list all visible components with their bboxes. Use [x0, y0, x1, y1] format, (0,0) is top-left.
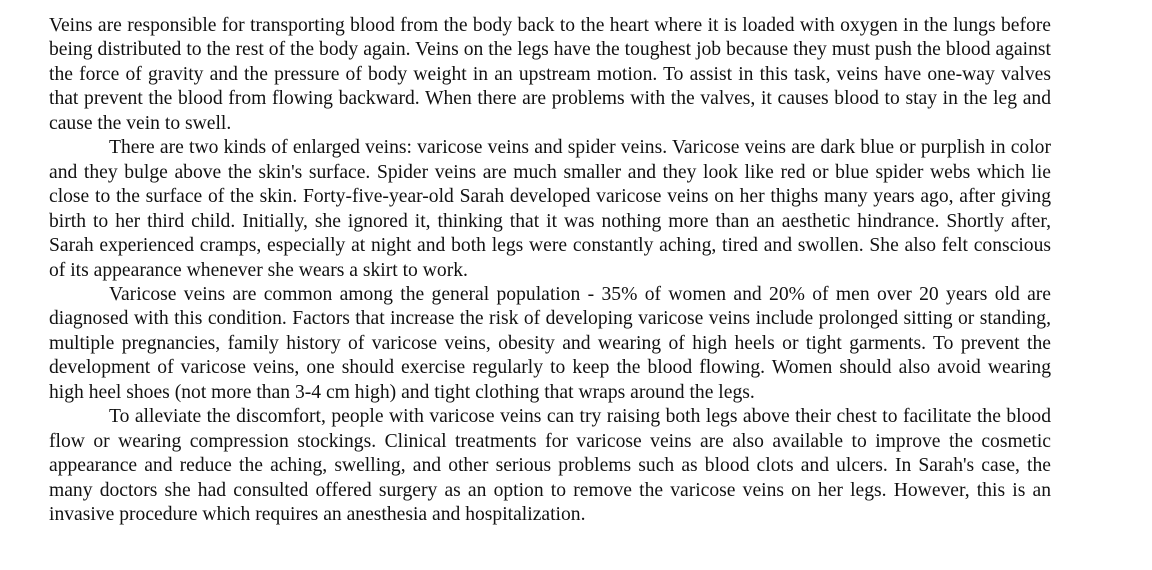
- paragraph-4: To alleviate the discomfort, people with varicose veins can try raising both legs above their chest to facilitate the blood flow or wearing compression stockings. Clinical treatments for varicose veins are also available to improve the cosmetic appearance and reduce the aching, swelling, and other serious problems such as blood clots and ulcers. In Sarah's case, the many doctors she had consulted offered surgery as an option to remove the varicose veins on her legs. However, this is an invasive procedure which requires an anesthesia and hospitalization.: [49, 406, 1051, 526]
- document-body: [49, 14, 1051, 528]
- paragraph-3: Varicose veins are common among the general population - 35% of women and 20% of men over 20 years old are diagnosed with this condition. Factors that increase the risk of developing varicose veins include prolonged sitting or standing, multiple pregnancies, family history of varicose veins, obesity and wearing of high heels or tight garments. To prevent the development of varicose veins, one should exercise regularly to keep the blood flowing. Women should also avoid wearing high heel shoes (not more than 3-4 cm high) and tight clothing that wraps around the legs.: [49, 283, 1051, 403]
- paragraph-1: Veins are responsible for transporting blood from the body back to the heart where it is loaded with oxygen in the lungs before being distributed to the rest of the body again. Veins on the legs have the toughest job because they must push the blood against the force of gravity and the pressure of body weight in an upstream motion. To assist in this task, veins have one-way valves that prevent the blood from flowing backward. When there are problems with the valves, it causes blood to stay in the leg and cause the vein to swell.: [49, 15, 1051, 134]
- paragraph-2: There are two kinds of enlarged veins: varicose veins and spider veins. Varicose veins are dark blue or purplish in color and they bulge above the skin's surface. Spider veins are much smaller and they look like red or blue spider webs which lie close to the surface of the skin. Forty-five-year-old Sarah developed varicose veins on her thighs many years ago, after giving birth to her third child. Initially, she ignored it, thinking that it was nothing more than an aesthetic hindrance. Shortly after, Sarah experienced cramps, especially at night and both legs were constantly aching, tired and swollen. She also felt conscious of its appearance whenever she wears a skirt to work.: [49, 137, 1051, 281]
